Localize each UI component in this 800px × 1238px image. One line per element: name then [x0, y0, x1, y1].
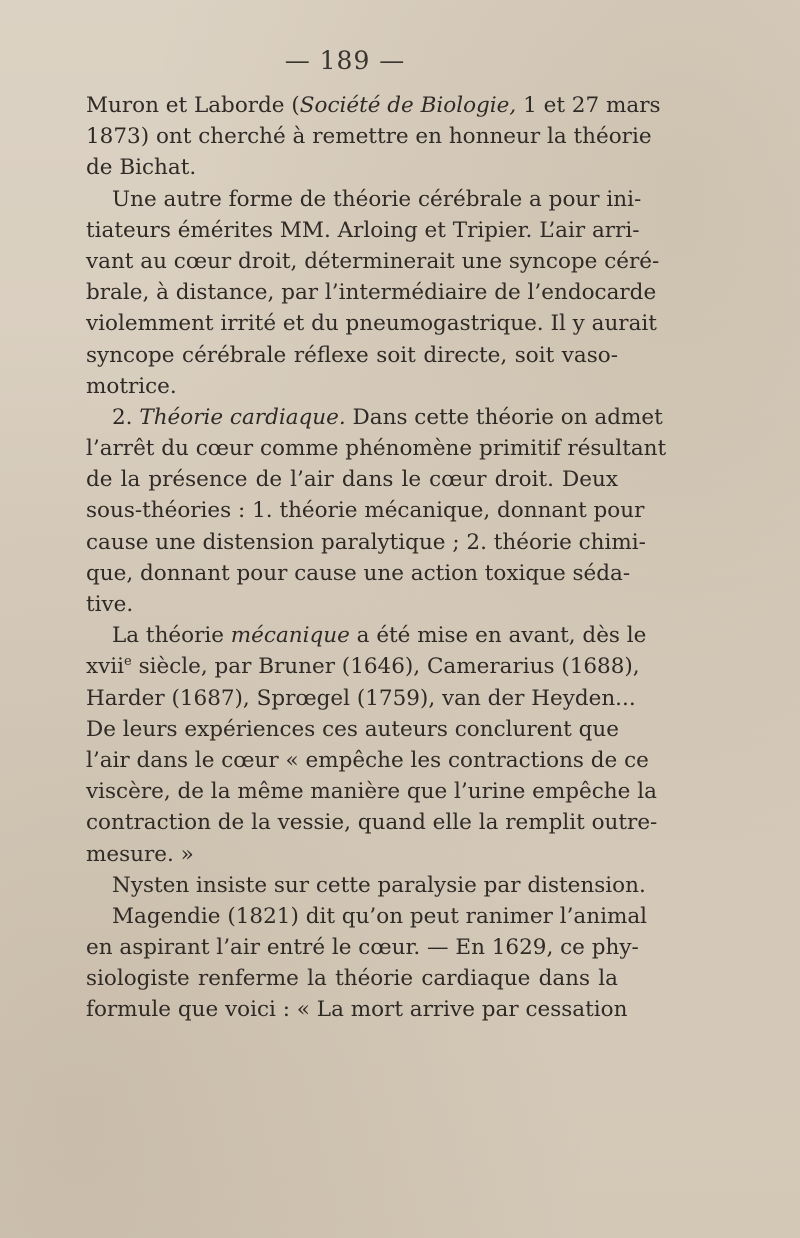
- text-line: en aspirant l’air entré le cœur. — En 1629, ce phy-: [86, 935, 639, 961]
- text-line: l’arrêt du cœur comme phénomène primitif résultant: [86, 436, 667, 462]
- text-line: violemment irrité et du pneumogastrique. Il y aurait: [86, 311, 657, 337]
- superscript: e: [124, 654, 132, 670]
- text-line: Nysten insiste sur cette paralysie par distension.: [112, 872, 646, 898]
- emphasis-italic: mécanique: [230, 623, 350, 649]
- text-line: Une autre forme de théorie cérébrale a pour ini-: [112, 186, 642, 212]
- text-line: [86, 651, 640, 682]
- text-line: contraction de la vessie, quand elle la remplit outre-: [86, 810, 658, 836]
- text-line: cause une distension paralytique ; 2. théorie chimi-: [86, 529, 646, 555]
- text-line: tiateurs émérites MM. Arloing et Tripier. L’air arri-: [86, 217, 640, 243]
- text-line: syncope cérébrale réflexe soit directe, soit vaso-: [86, 342, 618, 368]
- text-line: de la présence de l’air dans le cœur droit. Deux: [86, 467, 618, 493]
- text-line: Harder (1687), Sprœgel (1759), van der Heyden...: [86, 685, 636, 711]
- body-text: [86, 90, 667, 1026]
- text-line: sous-théories : 1. théorie mécanique, donnant pour: [86, 498, 645, 524]
- text-line: vant au cœur droit, déterminerait une syncope céré-: [86, 248, 660, 274]
- text-span: a été mise en avant, dès le: [349, 623, 647, 649]
- text-line: Magendie (1821) dit qu’on peut ranimer l’animal: [112, 903, 648, 929]
- text-line: viscère, de la même manière que l’urine empêche la: [86, 779, 657, 805]
- page-number: — 189 —: [284, 46, 406, 75]
- journal-title-italic: Société de Biologie,: [299, 93, 517, 118]
- text-line: De leurs expériences ces auteurs conclurent que: [86, 716, 619, 742]
- text-line: [86, 620, 647, 651]
- text-span: Muron et Laborde (: [86, 93, 300, 118]
- text-line: que, donnant pour cause une action toxique séda-: [86, 560, 631, 586]
- text-line: motrice.: [86, 373, 177, 399]
- text-line: tive.: [86, 592, 134, 617]
- text-line: de Bichat.: [86, 155, 197, 181]
- text-line: mesure. »: [86, 841, 194, 867]
- text-span: 2.: [112, 404, 140, 430]
- section-heading-italic: Théorie cardiaque.: [139, 404, 346, 430]
- section-heading-line: [86, 402, 663, 433]
- text-span: La théorie: [112, 623, 231, 649]
- text-span: siècle, par Bruner (1646), Camerarius (1688),: [131, 654, 640, 680]
- text-line: brale, à distance, par l’intermédiaire de l’endocarde: [86, 280, 657, 306]
- roman-numeral: xvii: [86, 654, 125, 680]
- text-line: [86, 90, 661, 121]
- text-line: siologiste renferme la théorie cardiaque dans la: [86, 966, 618, 992]
- text-span: 1 et 27 mars: [516, 93, 661, 118]
- text-span: Dans cette théorie on admet: [345, 404, 663, 430]
- text-line: formule que voici : « La mort arrive par cessation: [86, 997, 628, 1023]
- text-line: l’air dans le cœur « empêche les contractions de ce: [86, 747, 649, 773]
- text-line: 1873) ont cherché à remettre en honneur la théorie: [86, 124, 652, 150]
